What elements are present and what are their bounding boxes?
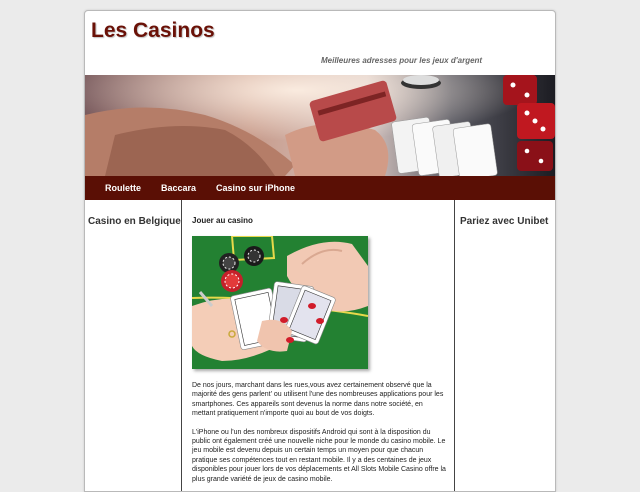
header-banner-image xyxy=(85,75,555,176)
page-container xyxy=(84,10,556,492)
article-title: Jouer au casino xyxy=(192,216,253,225)
site-title[interactable]: Les Casinos xyxy=(91,19,215,42)
right-sidebar-title: Pariez avec Unibet xyxy=(460,216,549,227)
content-columns xyxy=(85,200,555,492)
nav-item-roulette[interactable]: Roulette xyxy=(105,183,141,193)
nav-item-baccara[interactable]: Baccara xyxy=(161,183,197,193)
main-content xyxy=(192,200,448,484)
article-paragraph-1: De nos jours, marchant dans les rues,vous avez certainement observé que la majorité des gens parlent' ou utilisent l'une des nombreuses applications pour les smartphones. Ces appareils sont devenus la norme dans notre société, en mettant pratiquement n'importe quoi au bout de vos doigts. xyxy=(192,382,444,418)
main-navigation xyxy=(85,176,555,200)
article-paragraph-2: L'iPhone ou l'un des nombreux dispositifs Android qui sont à la disposition du public ont également créé une nouvelle niche pour le monde du casino mobile. Le jeu mobile est devenu depuis un certain temps un moyen pour que chacun pratique ses compétences tout en restant mobile. Il y a des centaines de jeux disponibles pour jouer lors de vos déplacements et All Slots Mobile Casino offre la plus grande variété de jeux de casino mobile. xyxy=(192,428,446,483)
site-header xyxy=(85,11,555,75)
left-sidebar xyxy=(85,200,182,492)
nav-item-casino-sur-iphone[interactable]: Casino sur iPhone xyxy=(216,183,296,193)
article-image xyxy=(192,236,368,369)
site-tagline: Meilleures adresses pour les jeux d'argent xyxy=(321,56,483,65)
left-sidebar-title: Casino en Belgique xyxy=(88,216,181,227)
right-sidebar xyxy=(454,200,556,492)
